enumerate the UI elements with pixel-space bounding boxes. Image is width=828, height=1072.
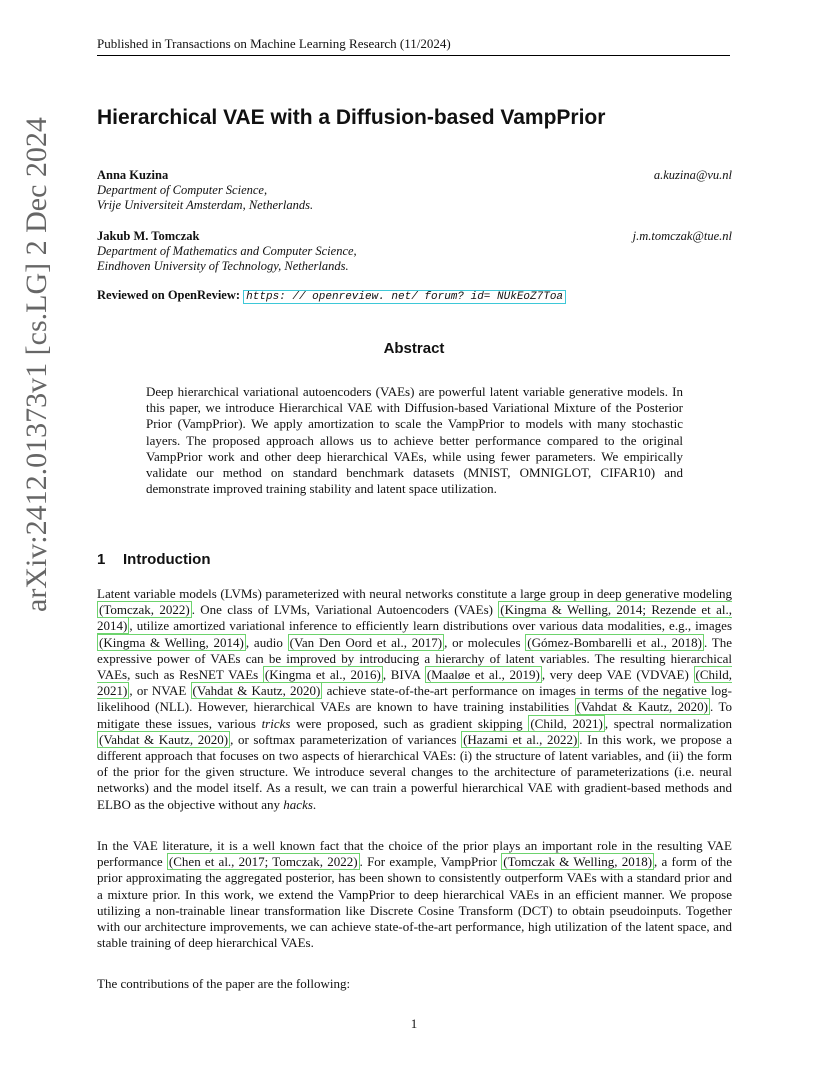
author-block <box>97 168 732 213</box>
abstract-heading: Abstract <box>383 340 445 357</box>
intro-paragraph-2 <box>97 838 732 951</box>
citation-link[interactable]: (Kingma & Welling, 2014) <box>99 634 244 650</box>
author-name: Anna Kuzina <box>97 168 169 182</box>
citation-link[interactable]: (Tomczak, 2022) <box>99 602 190 618</box>
author-affiliation: Vrije Universiteit Amsterdam, Netherlands. <box>97 198 314 212</box>
intro-paragraph-1 <box>97 586 732 813</box>
intro-paragraph-3: The contributions of the paper are the following: <box>97 976 351 991</box>
text-run: , very deep VAE (VDVAE) <box>541 667 694 683</box>
citation-link[interactable]: (Kingma & Welling, 2014; Rezende et al., 2014) <box>97 602 732 634</box>
text-run: , or molecules <box>444 634 526 650</box>
paper-title: Hierarchical VAE with a Diffusion-based VampPrior <box>97 106 606 129</box>
author-block <box>97 229 732 274</box>
citation-link[interactable]: (Vahdat & Kautz, 2020) <box>192 683 321 699</box>
review-label: Reviewed on OpenReview: <box>97 288 241 302</box>
page-number: 1 <box>410 1016 418 1031</box>
review-line <box>97 288 566 303</box>
author-affiliation: Eindhoven University of Technology, Netherlands. <box>97 259 349 273</box>
citation-link[interactable]: (Kingma et al., 2016) <box>264 667 381 683</box>
author-affiliation: Department of Computer Science, <box>97 183 268 197</box>
running-header: Published in Transactions on Machine Learning Research (11/2024) <box>97 36 730 56</box>
text-run: In the VAE literature, it is a well known fact that the choice of the prior plays an important role in the resulting VAE performance <box>97 838 732 870</box>
text-run: . The expressive power of VAEs can be improved by introducing a hierarchy of latent variables. The resulting hierarchical VAEs, such as ResNET VAEs <box>97 634 732 683</box>
citation-link[interactable]: (Hazami et al., 2022) <box>463 731 578 747</box>
arxiv-side-label: arXiv:2412.01373v1 [cs.LG] 2 Dec 2024 <box>20 117 53 612</box>
author-affiliation: Department of Mathematics and Computer Science, <box>97 244 357 258</box>
text-run: were proposed, such as gradient skipping <box>290 715 529 731</box>
emphasis: tricks <box>261 715 291 731</box>
text-run: . To mitigate these issues, various <box>97 699 732 731</box>
citation-link[interactable]: (Van Den Oord et al., 2017) <box>289 634 443 650</box>
citation-link[interactable]: (Child, 2021) <box>530 715 603 731</box>
text-run: , or NVAE <box>129 683 191 699</box>
text-run: . For example, VampPrior <box>359 854 502 870</box>
text-run: . In this work, we propose a different approach that focuses on two aspects of hierarchical VAEs: (i) the structure of latent variables, and (ii) the form of the prior for the given structure. We introduce several changes to the architecture of parameterizations (i.e. neural networks) and the model itself. As a result, we can train a powerful hierarchical VAE with gradient-based methods and ELBO as the objective without any <box>97 731 732 812</box>
citation-link[interactable]: (Child, 2021) <box>97 667 732 699</box>
section-heading <box>97 551 210 568</box>
citation-link[interactable]: (Chen et al., 2017; Tomczak, 2022) <box>168 854 358 870</box>
citation-link[interactable]: (Gómez-Bombarelli et al., 2018) <box>527 634 702 650</box>
citation-link[interactable]: (Tomczak & Welling, 2018) <box>503 854 653 870</box>
text-run: , spectral normalization <box>604 715 733 731</box>
text-run: , audio <box>245 634 288 650</box>
author-name: Jakub M. Tomczak <box>97 229 200 243</box>
citation-link[interactable]: (Maaløe et al., 2019) <box>426 667 540 683</box>
openreview-link[interactable]: https: // openreview. net/ forum? id= NUkEoZ7Toa <box>243 290 566 304</box>
text-run: achieve state-of-the-art performance on images in terms of the negative log-likelihood (NLL). However, hierarchical VAEs are known to have training instabilities <box>97 683 732 715</box>
citation-link[interactable]: (Vahdat & Kautz, 2020) <box>576 699 708 715</box>
author-email: a.kuzina@vu.nl <box>653 168 732 182</box>
text-run: , or softmax parameterization of variances <box>230 731 462 747</box>
text-run: , a form of the prior approximating the aggregated posterior, has been shown to consistently outperform VAEs with a standard prior and a mixture prior. In this work, we extend the VampPrior to deep hierarchical VAEs in an efficient manner. We propose utilizing a non-trainable linear transformation like Discrete Cosine Transform (DCT) to obtain pseudoinputs. Together with our architecture improvements, we can achieve state-of-the-art performance, high utilization of the latent space, and stable training of deep hierarchical VAEs. <box>97 854 732 951</box>
text-run: . <box>312 796 317 812</box>
section-number: 1 <box>97 551 106 568</box>
author-email: j.m.tomczak@tue.nl <box>632 229 732 243</box>
section-title: Introduction <box>123 551 211 568</box>
text-run: Latent variable models (LVMs) parameterized with neural networks constitute a large group in deep generative modeling <box>97 586 732 601</box>
text-run: , utilize amortized variational inference to efficiently learn distributions over various data modalities, e.g., images <box>129 618 732 634</box>
text-run: . One class of LVMs, Variational Autoencoders (VAEs) <box>191 602 499 618</box>
citation-link[interactable]: (Vahdat & Kautz, 2020) <box>99 731 229 747</box>
abstract-text: Deep hierarchical variational autoencoders (VAEs) are powerful latent variable generative models. In this paper, we introduce Hierarchical VAE with Diffusion-based Variational Mixture of the Posterior Prior (VampPrior). We apply amortization to scale the VampPrior to models with many stochastic layers. The proposed approach allows us to achieve better performance compared to the original VampPrior work and other deep hierarchical VAEs, while using fewer parameters. We empirically validate our method on standard benchmark datasets (MNIST, OMNIGLOT, CIFAR10) and demonstrate improved training stability and latent space utilization. <box>146 384 683 497</box>
text-run: , BIVA <box>382 667 425 683</box>
emphasis: hacks <box>283 796 313 812</box>
